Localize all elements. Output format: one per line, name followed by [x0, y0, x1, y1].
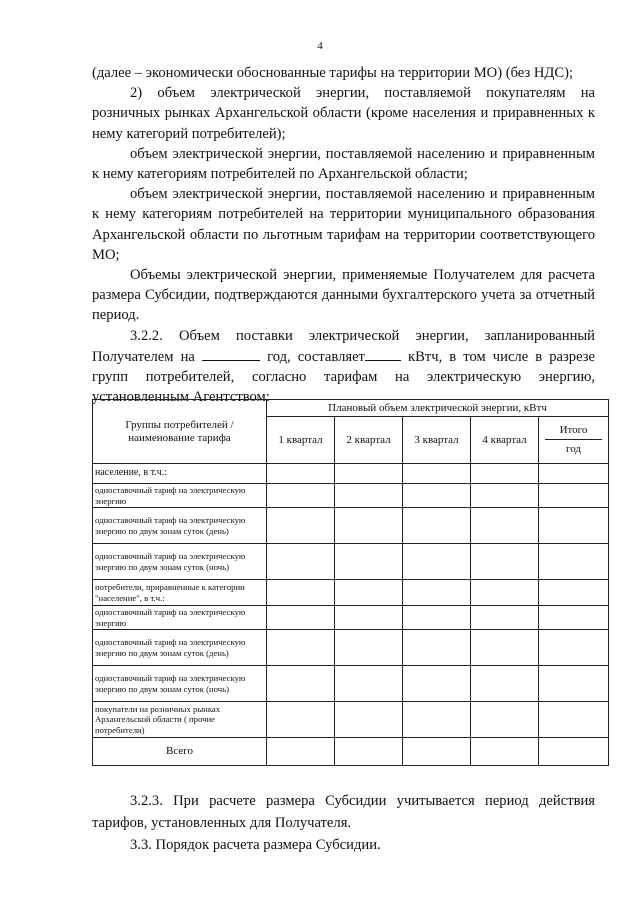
table-row: [93, 544, 609, 580]
table-cell: [471, 544, 539, 580]
row-label: одноставочный тариф на электрическую энергию по двум зонам суток (день): [93, 508, 267, 544]
row-label: население, в т.ч.:: [93, 464, 267, 484]
table-cell: [539, 544, 609, 580]
table-cell: [267, 702, 335, 738]
table-row: [93, 464, 609, 484]
row-label: одноставочный тариф на электрическую энергию по двум зонам суток (ночь): [93, 666, 267, 702]
table-cell: [539, 630, 609, 666]
table-cell: [539, 580, 609, 606]
table-cell: [471, 666, 539, 702]
paragraph-1: (далее – экономически обоснованные тарифы на территории МО) (без НДС);: [92, 65, 574, 81]
table-cell: [267, 544, 335, 580]
table-cell: [471, 508, 539, 544]
total-year-header: [539, 417, 609, 464]
table-cell: [335, 484, 403, 508]
table-cell: [539, 606, 609, 630]
table-row: [93, 630, 609, 666]
table-cell: [539, 666, 609, 702]
table-cell: [267, 484, 335, 508]
table-cell: [335, 464, 403, 484]
quarter-3-header: 3 квартал: [403, 417, 471, 464]
table-cell: [403, 508, 471, 544]
table-cell: [539, 738, 609, 766]
table-cell: [335, 606, 403, 630]
group-header: Группы потребителей / наименование тарифа: [93, 400, 267, 464]
total-header-bottom: год: [565, 443, 582, 455]
table-cell: [267, 630, 335, 666]
table-row: [93, 702, 609, 738]
row-label: одноставочный тариф на электрическую энергию: [93, 484, 267, 508]
row-label: одноставочный тариф на электрическую энергию по двум зонам суток (ночь): [93, 544, 267, 580]
table-cell: [403, 606, 471, 630]
quarter-2-header: 2 квартал: [335, 417, 403, 464]
table-cell: [471, 464, 539, 484]
table-cell: [471, 484, 539, 508]
table-cell: [403, 666, 471, 702]
paragraph-8: 3.3. Порядок расчета размера Субсидии.: [130, 837, 381, 853]
table-cell: [403, 702, 471, 738]
table-row: [93, 508, 609, 544]
table-row: [93, 484, 609, 508]
table-cell: [471, 580, 539, 606]
table-cell: [539, 464, 609, 484]
table-cell: [471, 630, 539, 666]
plan-volume-table: [92, 399, 609, 766]
table-cell: [471, 606, 539, 630]
table-header-row-1: [93, 400, 609, 417]
table-row: [93, 580, 609, 606]
row-label: покупатели на розничных рынках Архангельской области ( прочие потребители): [93, 702, 267, 738]
table-cell: [267, 580, 335, 606]
paragraph-6-part-b: год, составляет: [267, 348, 365, 365]
table-cell: [403, 484, 471, 508]
table-cell: [267, 738, 335, 766]
body-text: [92, 63, 595, 407]
paragraph-3: объем электрической энергии, поставляемой населению и приравненным к нему категориям потребителей по Архангельской области;: [92, 145, 595, 183]
paragraph-4: объем электрической энергии, поставляемой населению и приравненным к нему категориям потребителей на территории муниципального образования Архангельской области по льготным тарифам на территории соответствующего МО;: [92, 186, 595, 263]
total-row-label: Всего: [93, 738, 267, 766]
quarter-1-header: 1 квартал: [267, 417, 335, 464]
table-row: [93, 606, 609, 630]
table-cell: [471, 702, 539, 738]
paragraph-7: 3.2.3. При расчете размера Субсидии учитывается период действия тарифов, установленных для Получателя.: [92, 793, 595, 831]
volume-blank: [365, 346, 401, 361]
table-cell: [539, 702, 609, 738]
table-cell: [335, 508, 403, 544]
table-row: [93, 666, 609, 702]
table-cell: [267, 508, 335, 544]
table-cell: [403, 738, 471, 766]
paragraph-6: [92, 326, 595, 408]
table-cell: [335, 666, 403, 702]
table-total-row: [93, 738, 609, 766]
total-header-top: Итого: [545, 424, 602, 440]
paragraph-6-part-c: кВтч, в том числе в разрезе групп потребителей, согласно тарифам на электрическую энергию, установленным Агентством:: [92, 348, 595, 406]
table-cell: [335, 702, 403, 738]
table-cell: [403, 580, 471, 606]
row-label: одноставочный тариф на электрическую энергию: [93, 606, 267, 630]
page-number: 4: [317, 40, 323, 52]
plan-header: Плановый объем электрической энергии, кВтч: [267, 400, 609, 417]
table-cell: [335, 630, 403, 666]
table-cell: [267, 606, 335, 630]
paragraph-5: Объемы электрической энергии, применяемые Получателем для расчета размера Субсидии, подтверждаются данными бухгалтерского учета за отчетный период.: [92, 267, 595, 324]
row-label: потребители, приравненные к категории "население", в т.ч.:: [93, 580, 267, 606]
quarter-4-header: 4 квартал: [471, 417, 539, 464]
year-blank: [202, 346, 260, 361]
table-cell: [267, 666, 335, 702]
table-cell: [471, 738, 539, 766]
table-cell: [539, 508, 609, 544]
table-cell: [403, 630, 471, 666]
table-cell: [403, 464, 471, 484]
table-cell: [335, 738, 403, 766]
paragraph-2: 2) объем электрической энергии, поставляемой покупателям на розничных рынках Архангельской области (кроме населения и приравненных к нему категорий потребителей);: [92, 85, 595, 142]
table-cell: [335, 580, 403, 606]
table-cell: [267, 464, 335, 484]
row-label: одноставочный тариф на электрическую энергию по двум зонам суток (день): [93, 630, 267, 666]
paragraph-6-part-a: 3.2.2. Объем поставки электрической энергии, запланированный Получателем на: [92, 327, 595, 365]
bottom-text: [92, 790, 595, 856]
table-cell: [335, 544, 403, 580]
table-cell: [403, 544, 471, 580]
table-cell: [539, 484, 609, 508]
